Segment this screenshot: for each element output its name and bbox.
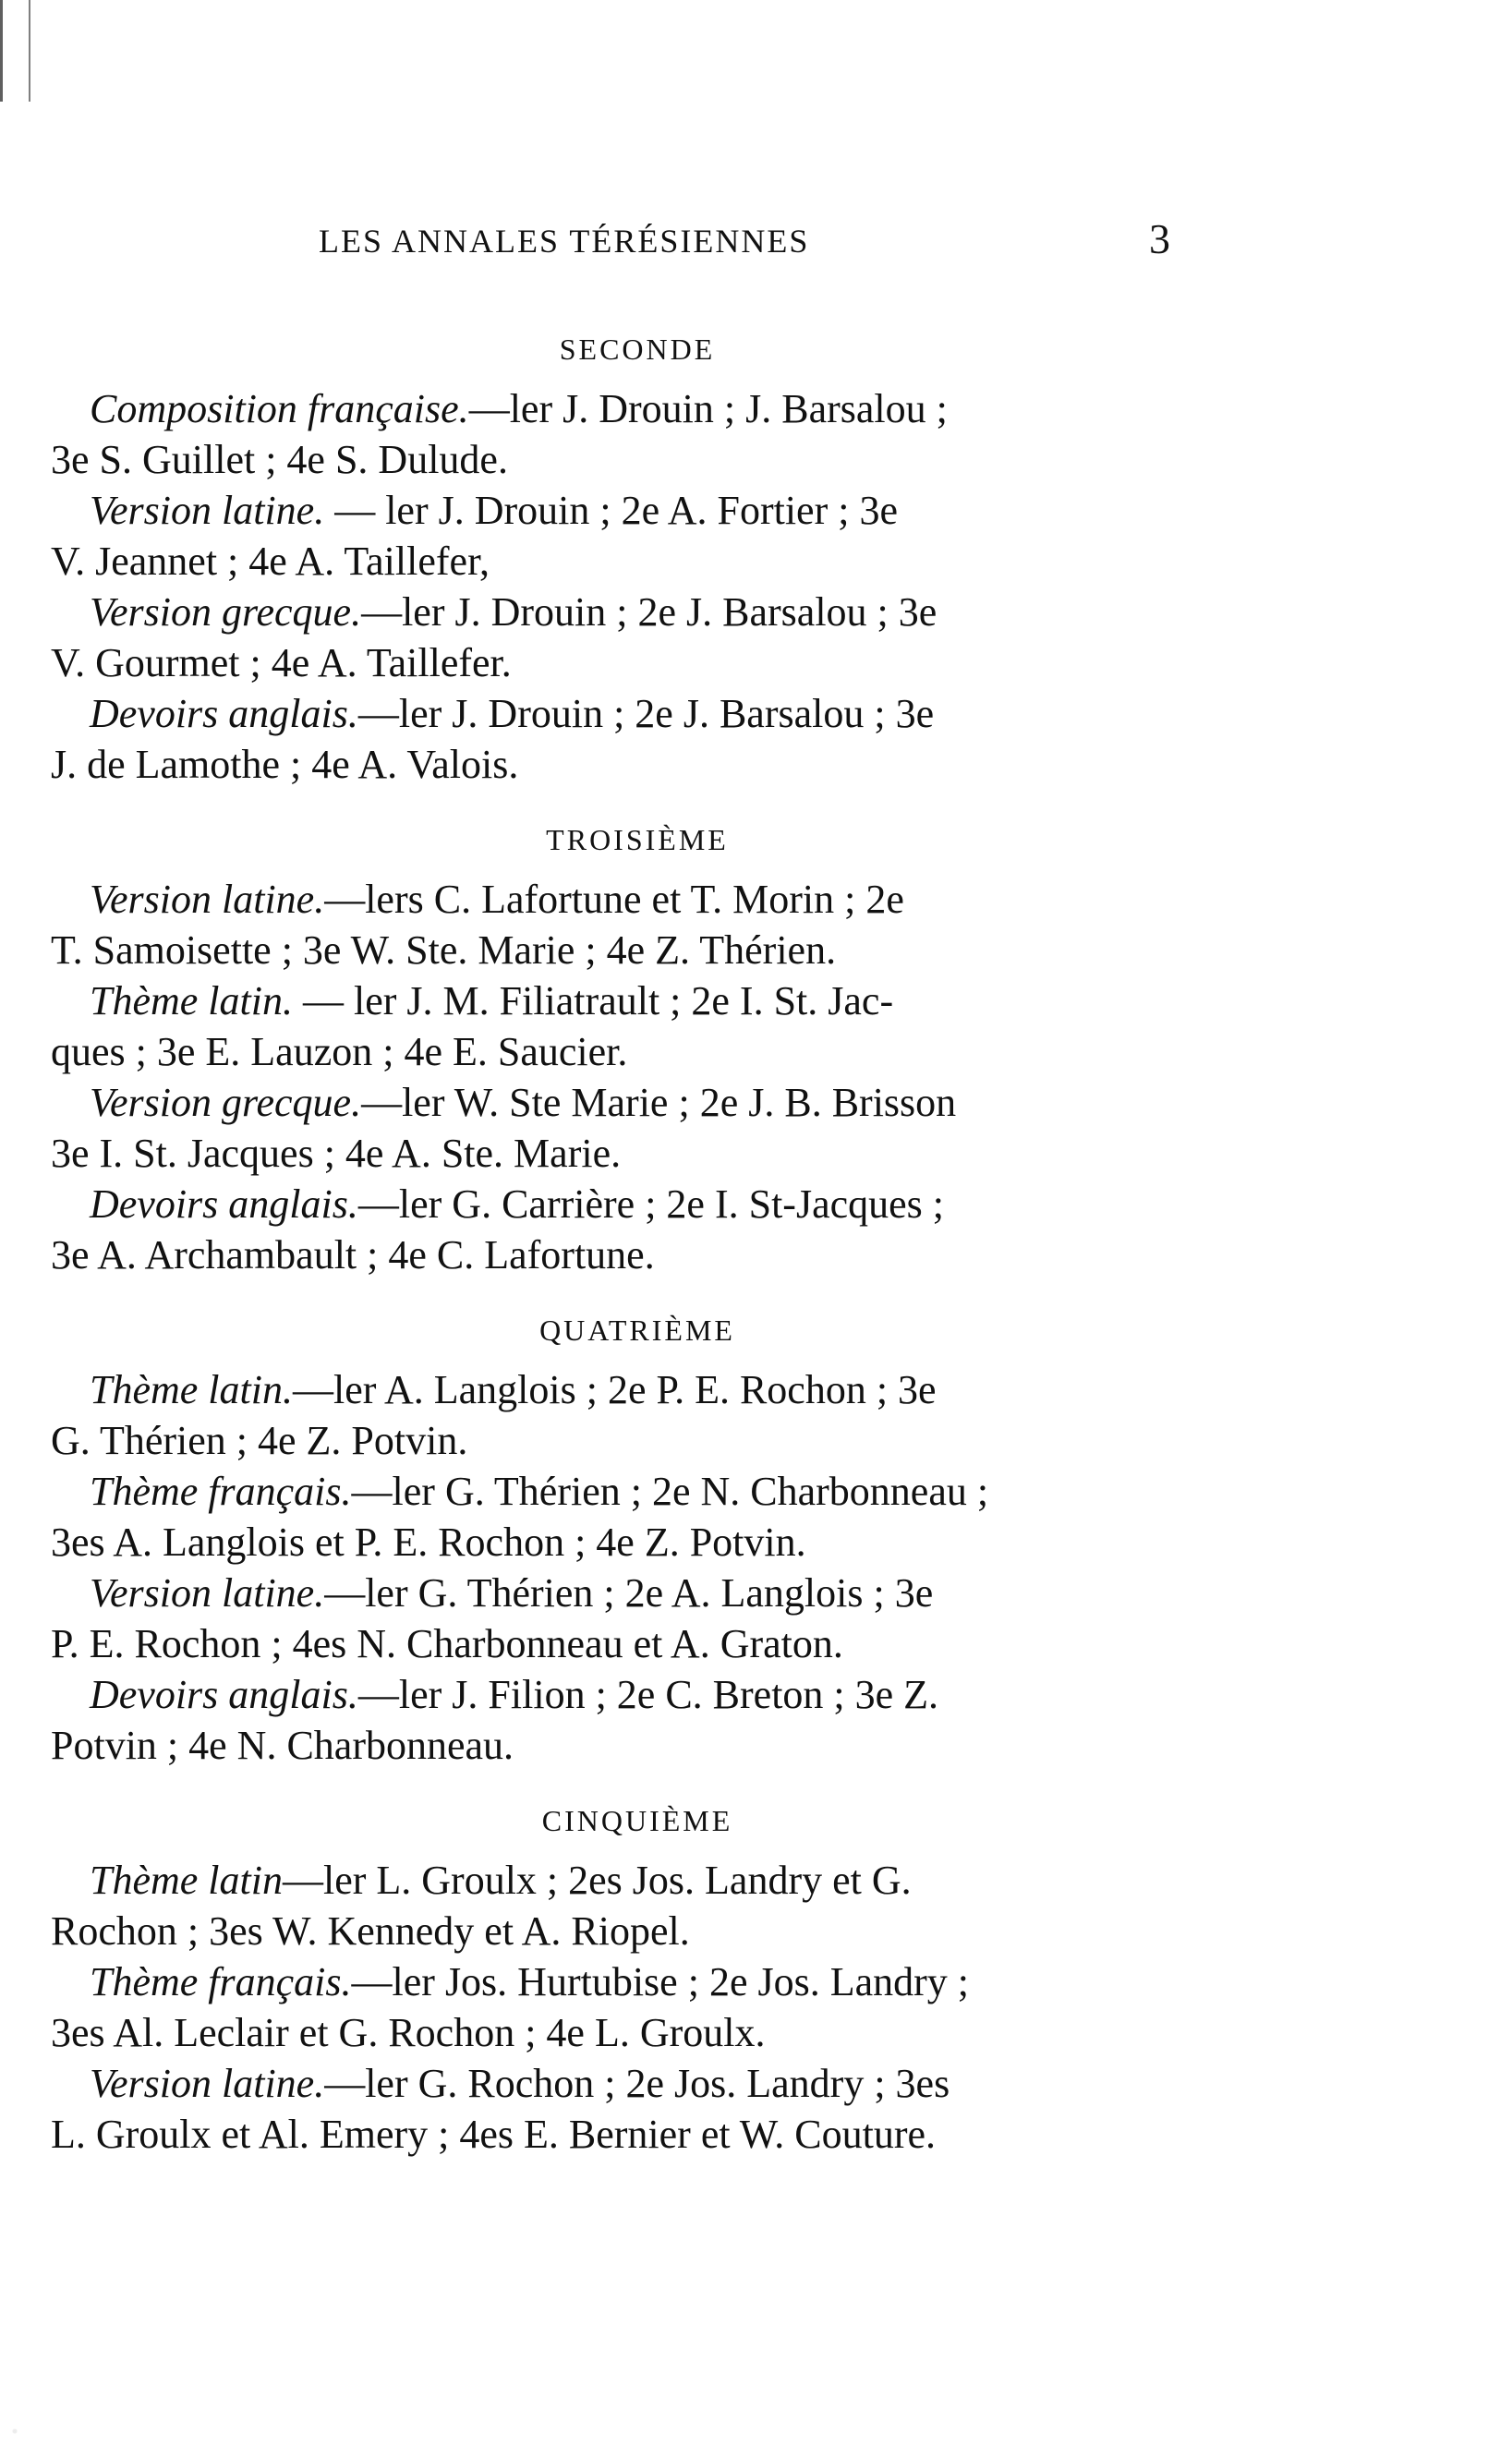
entry-text: —ler W. Ste Marie ; 2e J. B. Brisson [361, 1080, 957, 1125]
entry-text: 3e S. Guillet ; 4e S. Dulude. [51, 437, 508, 482]
subject: Devoirs anglais. [90, 1672, 358, 1717]
entry [51, 485, 1224, 587]
entry-line [51, 1229, 1224, 1280]
entry-line [51, 1128, 1224, 1179]
section-heading: SECONDE [559, 333, 716, 366]
entry [51, 2058, 1224, 2160]
entry [51, 1364, 1224, 1466]
subject: Thème français. [90, 1469, 352, 1514]
entry-line [51, 1855, 1224, 1906]
entry-line [51, 485, 1224, 536]
entry-line [51, 688, 1224, 739]
entry-text: V. Gourmet ; 4e A. Taillefer. [51, 640, 512, 685]
subject: Version latine. [90, 877, 325, 922]
entry [51, 1077, 1224, 1179]
entry-text: 3e A. Archambault ; 4e C. Lafortune. [51, 1232, 655, 1277]
entry-text: —ler G. Carrière ; 2e I. St-Jacques ; [357, 1181, 945, 1227]
entry-text: T. Samoisette ; 3e W. Ste. Marie ; 4e Z. Thérien. [51, 927, 837, 973]
entry-line [51, 587, 1224, 637]
entry-line [51, 1179, 1224, 1229]
entry-text: G. Thérien ; 4e Z. Potvin. [51, 1418, 468, 1463]
entry-text: —ler J. Drouin ; 2e J. Barsalou ; 3e [361, 589, 937, 635]
entry-line [51, 1026, 1224, 1077]
entry-text: —ler A. Langlois ; 2e P. E. Rochon ; 3e [292, 1367, 937, 1412]
entry-line [51, 2058, 1224, 2109]
running-title: LES ANNALES TÉRÉSIENNES [319, 223, 810, 260]
entry-text: J. de Lamothe ; 4e A. Valois. [51, 742, 519, 787]
entry-text: 3es Al. Leclair et G. Rochon ; 4e L. Groulx. [51, 2010, 766, 2055]
entry [51, 1669, 1224, 1771]
entry-line [51, 975, 1224, 1026]
entry-text: —lers C. Lafortune et T. Morin ; 2e [324, 877, 904, 922]
entry-line [51, 1669, 1224, 1720]
scan-edge-mark [0, 0, 30, 102]
subject: Thème français. [90, 1959, 352, 2004]
entry-text: —ler G. Thérien ; 2e A. Langlois ; 3e [324, 1570, 934, 1616]
section-seconde [51, 333, 1224, 790]
entry-line [51, 1956, 1224, 2007]
entry-line [51, 874, 1224, 925]
entry-line [51, 1568, 1224, 1618]
entry-text: —ler Jos. Hurtubise ; 2e Jos. Landry ; [351, 1959, 969, 2004]
entry-line [51, 1517, 1224, 1568]
running-head [319, 214, 1224, 270]
section-troisieme [51, 823, 1224, 1280]
scan-noise [0, 2372, 74, 2446]
entry [51, 688, 1224, 790]
section-cinquieme [51, 1804, 1224, 2160]
subject: Version latine. [90, 488, 325, 533]
entry-line [51, 434, 1224, 485]
entry [51, 1855, 1224, 1956]
entry-line [51, 1906, 1224, 1956]
entry [51, 975, 1224, 1077]
entry [51, 383, 1224, 485]
entry-text: 3e I. St. Jacques ; 4e A. Ste. Marie. [51, 1131, 622, 1176]
entry-line [51, 1364, 1224, 1415]
entry-text: —ler J. Drouin ; 2e J. Barsalou ; 3e [357, 691, 935, 736]
subject: Thème latin [90, 1858, 283, 1903]
subject: Thème latin. [90, 978, 293, 1023]
section-quatrieme [51, 1314, 1224, 1771]
entry [51, 587, 1224, 688]
entry-line [51, 1415, 1224, 1466]
section-heading: TROISIÈME [546, 823, 729, 856]
entry-line [51, 925, 1224, 975]
entry [51, 1179, 1224, 1280]
entry-line [51, 1077, 1224, 1128]
entry [51, 874, 1224, 975]
main-content [51, 333, 1224, 2160]
entry-text: Rochon ; 3es W. Kennedy et A. Riopel. [51, 1908, 690, 1954]
entry-line [51, 1466, 1224, 1517]
subject: Version latine. [90, 2061, 325, 2106]
subject: Version grecque. [90, 589, 362, 635]
entry-line [51, 739, 1224, 790]
page-number: 3 [1149, 215, 1170, 262]
entry-text: L. Groulx et Al. Emery ; 4es E. Bernier et W. Couture. [51, 2112, 937, 2157]
entry-line [51, 2109, 1224, 2160]
entry-text: V. Jeannet ; 4e A. Taillefer, [51, 539, 490, 584]
entry-text: —ler G. Thérien ; 2e N. Charbonneau ; [351, 1469, 989, 1514]
entry-text: P. E. Rochon ; 4es N. Charbonneau et A. Graton. [51, 1621, 843, 1666]
entry-line [51, 2007, 1224, 2058]
entry-text: — ler J. M. Filiatrault ; 2e I. St. Jac- [292, 978, 894, 1023]
entry-line [51, 637, 1224, 688]
entry-text: —ler L. Groulx ; 2es Jos. Landry et G. [282, 1858, 912, 1903]
entry-line [51, 536, 1224, 587]
entry-text: —ler J. Filion ; 2e C. Breton ; 3e Z. [357, 1672, 939, 1717]
entry-line [51, 1618, 1224, 1669]
subject: Devoirs anglais. [90, 1181, 358, 1227]
entry-text: —ler J. Drouin ; J. Barsalou ; [468, 386, 948, 431]
entry [51, 1466, 1224, 1568]
subject: Version latine. [90, 1570, 325, 1616]
entry [51, 1568, 1224, 1669]
entry-line [51, 1720, 1224, 1771]
subject: Version grecque. [90, 1080, 362, 1125]
entry-text: —ler G. Rochon ; 2e Jos. Landry ; 3es [324, 2061, 950, 2106]
entry [51, 1956, 1224, 2058]
section-heading: CINQUIÈME [541, 1804, 733, 1837]
subject: Devoirs anglais. [90, 691, 358, 736]
entry-text: ques ; 3e E. Lauzon ; 4e E. Saucier. [51, 1029, 628, 1074]
subject: Composition française. [90, 386, 469, 431]
section-heading: QUATRIÈME [539, 1314, 735, 1347]
entry-text: 3es A. Langlois et P. E. Rochon ; 4e Z. Potvin. [51, 1520, 806, 1565]
entry-text: — ler J. Drouin ; 2e A. Fortier ; 3e [324, 488, 898, 533]
entry-line [51, 383, 1224, 434]
subject: Thème latin. [90, 1367, 293, 1412]
entry-text: Potvin ; 4e N. Charbonneau. [51, 1723, 514, 1768]
